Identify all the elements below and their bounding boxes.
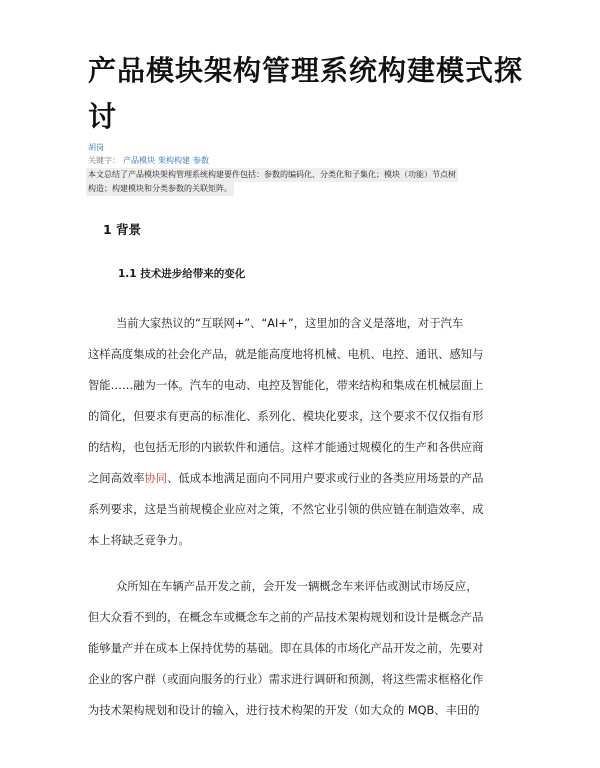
- keywords-label: 关键字：: [88, 156, 120, 165]
- text-segment: 、低成本地满足面向不同用户要求或行业的各类应用场景的产品: [167, 472, 484, 485]
- paragraph-line: 本上将缺乏竞争力。: [88, 534, 190, 547]
- text-segment: 之间高效率: [88, 472, 145, 485]
- paragraph-line: 这样高度集成的社会化产品，就是能高度地将机械、电机、电控、通讯、感知与: [88, 348, 484, 361]
- keyword-link[interactable]: 产品模块: [123, 156, 155, 165]
- paragraph-line: [88, 463, 520, 494]
- section-heading: 1 背景: [103, 222, 142, 237]
- paragraph-line: 当前大家热议的“互联网+”、“AI+”，这里加的含义是落地，对于汽车: [116, 317, 464, 330]
- abstract-line: 本文总结了产品模块架构管理系统构建要件包括：参数的编码化、分类化和子集化；模块（功能）节点树: [86, 168, 458, 182]
- title-line-2: 讨: [88, 100, 118, 133]
- keyword-link[interactable]: 架构构建: [158, 156, 190, 165]
- paragraph-line: 企业的客户群（或面向服务的行业）需求进行调研和预测，将这些需求框格化作: [88, 673, 484, 686]
- paragraph-line: 但大众看不到的，在概念车或概念车之前的产品技术架构规划和设计是概念产品: [88, 611, 484, 624]
- subsection-heading: 1.1 技术进步给带来的变化: [118, 268, 246, 280]
- author-link[interactable]: 胡岗: [88, 143, 104, 152]
- abstract-line: 构造；构建模块和分类参数的关联矩阵。: [86, 182, 234, 196]
- keyword-link[interactable]: 参数: [193, 156, 209, 165]
- paragraph-line: 的结构，也包括无形的内嵌软件和通信。这样才能通过规模化的生产和各供应商: [88, 441, 484, 454]
- paragraph-line: 为技术架构规划和设计的输入，进行技术构架的开发（如大众的 MQB、丰田的: [88, 704, 480, 717]
- paragraph-1: [88, 308, 520, 556]
- document-title: [88, 48, 528, 140]
- paragraph-line: 的简化，但要求有更高的标准化、系列化、模块化要求，这个要求不仅仅指有形: [88, 410, 484, 423]
- paragraph-line: 智能……融为一体。汽车的电动、电控及智能化，带来结构和集成在机械层面上: [88, 379, 484, 392]
- paragraph-2: [88, 571, 520, 726]
- title-line-1: 产品模块架构管理系统构建模式探: [88, 54, 524, 87]
- paragraph-line: 能够量产并在成本上保持优势的基础。即在具体的市场化产品开发之前，先要对: [88, 642, 484, 655]
- paragraph-line: 系列要求，这是当前规模企业应对之策，不然它业引领的供应链在制造效率、成: [88, 503, 484, 516]
- highlighted-text: 协同: [144, 472, 168, 485]
- paragraph-line: 众所知在车辆产品开发之前，会开发一辆概念车来评估或测试市场反应，: [116, 580, 478, 593]
- abstract: [86, 168, 514, 196]
- keywords-row: [88, 155, 209, 167]
